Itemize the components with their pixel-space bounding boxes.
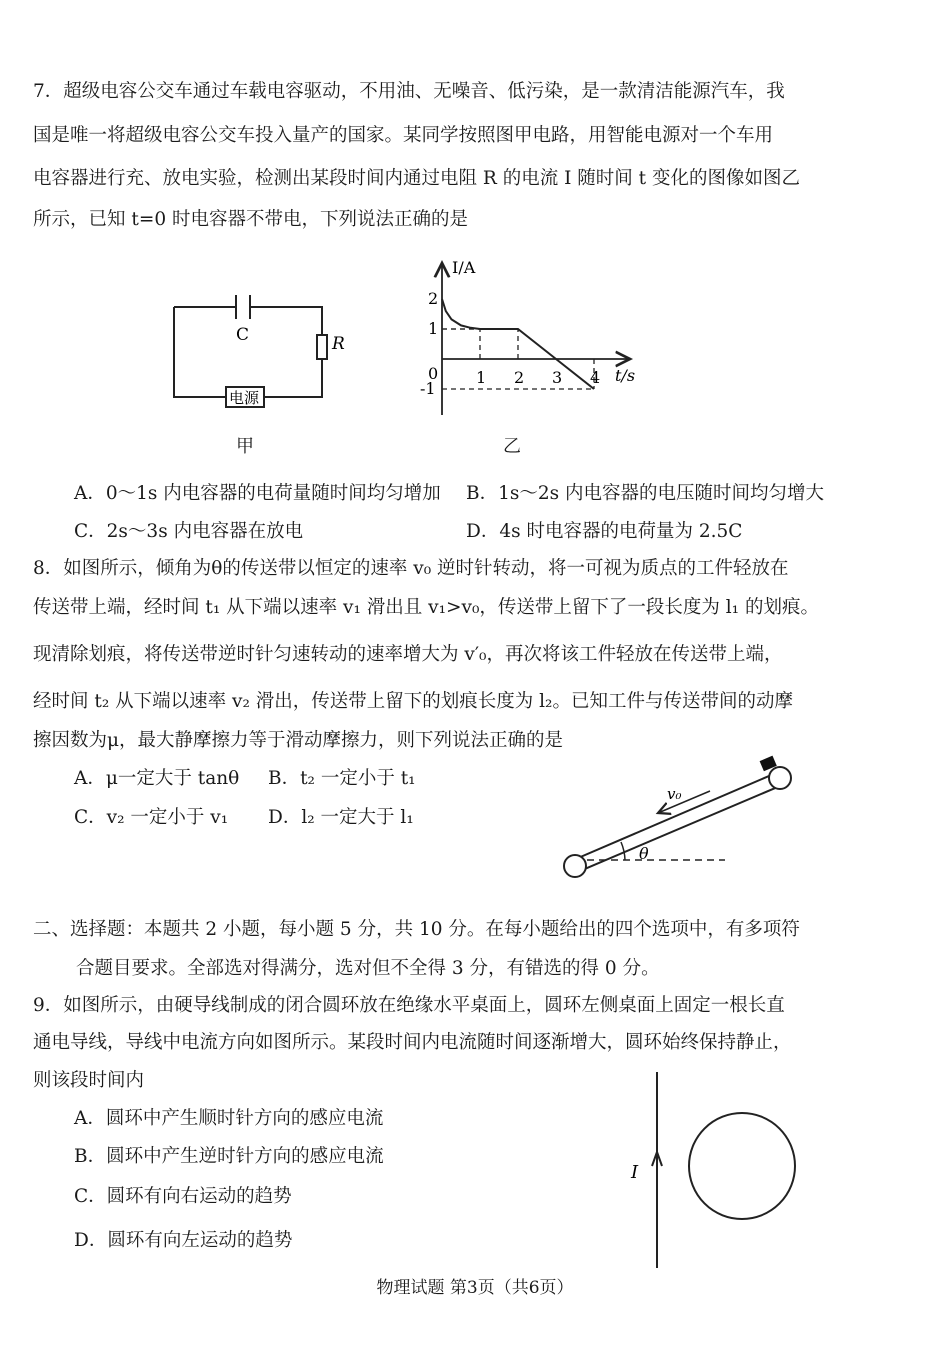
q7-line-1: 7．超级电容公交车通过车载电容驱动，不用油、无噪音、低污染，是一款清洁能源汽车，我 <box>33 81 785 102</box>
belt-direction-arrow <box>658 791 710 813</box>
angle-arc <box>621 842 625 860</box>
resistor-symbol <box>317 335 327 359</box>
section2-line-1: 二、选择题：本题共 2 小题，每小题 5 分，共 10 分。在每小题给出的四个选项中，有多项符 <box>33 919 800 940</box>
y-tick-label: 0 <box>428 364 439 383</box>
q8-line-2: 传送带上端，经时间 t₁ 从下端以速率 v₁ 滑出且 v₁>v₀，传送带上留下了一段长度为 l₁ 的划痕。 <box>33 597 819 618</box>
y-tick-label: 2 <box>428 289 439 308</box>
q7-option-d: D．4s 时电容器的电荷量为 2.5C <box>466 521 743 542</box>
current-label: I <box>631 1162 639 1183</box>
q7-option-c: C．2s～3s 内电容器在放电 <box>74 521 304 542</box>
q7-line-2: 国是唯一将超级电容公交车投入量产的国家。某同学按照图甲电路，用智能电源对一个车用 <box>33 125 774 146</box>
y-tick-label: -1 <box>420 379 436 398</box>
q8-option-d: D．l₂ 一定大于 l₁ <box>268 807 414 828</box>
page-footer: 物理试题 第3页（共6页） <box>376 1278 574 1298</box>
wire-ring-diagram <box>625 1070 805 1270</box>
angle-label: θ <box>639 844 649 863</box>
q9-option-c: C．圆环有向右运动的趋势 <box>74 1186 292 1207</box>
source-label: 电源 <box>229 389 260 407</box>
x-tick-label: 2 <box>514 368 525 387</box>
q7-option-b: B．1s～2s 内电容器的电压随时间均匀增大 <box>466 483 825 504</box>
lower-pulley <box>564 855 586 877</box>
q9-option-d: D．圆环有向左运动的趋势 <box>74 1230 293 1251</box>
q8-line-3: 现清除划痕，将传送带逆时针匀速转动的速率增大为 v′₀，再次将该工件轻放在传送带上端， <box>33 644 783 665</box>
capacitor-label: C <box>236 325 250 345</box>
speed-label: v₀ <box>667 785 682 803</box>
fig-jia-caption: 甲 <box>236 436 254 457</box>
q8-line-5: 擦因数为μ，最大静摩擦力等于滑动摩擦力，则下列说法正确的是 <box>33 730 564 751</box>
q8-option-c: C．v₂ 一定小于 v₁ <box>74 807 229 828</box>
q9-line-2: 通电导线，导线中电流方向如图所示。某段时间内电流随时间逐渐增大，圆环始终保持静止， <box>33 1032 792 1053</box>
q8-line-4: 经时间 t₂ 从下端以速率 v₂ 滑出，传送带上留下的划痕长度为 l₂。已知工件与传送带间的动摩 <box>33 691 793 712</box>
q8-option-b: B．t₂ 一定小于 t₁ <box>268 768 416 789</box>
x-tick-label: 1 <box>476 368 487 387</box>
q7-option-a: A．0～1s 内电容器的电荷量随时间均匀增加 <box>74 483 441 504</box>
x-tick-label: 3 <box>552 368 563 387</box>
x-tick-label: 4 <box>590 368 601 387</box>
resistor-label: R <box>332 334 345 354</box>
q7-line-3: 电容器进行充、放电实验，检测出某段时间内通过电阻 R 的电流 I 随时间 t 变化的图像如图乙 <box>33 168 800 189</box>
q9-option-a: A．圆环中产生顺时针方向的感应电流 <box>74 1108 384 1129</box>
conducting-ring <box>689 1113 795 1219</box>
circuit-diagram <box>160 285 345 425</box>
upper-pulley <box>769 767 791 789</box>
q8-option-a: A．μ一定大于 tanθ <box>74 768 240 789</box>
q7-line-4: 所示，已知 t=0 时电容器不带电，下列说法正确的是 <box>33 209 468 230</box>
q8-line-1: 8．如图所示，倾角为θ的传送带以恒定的速率 v₀ 逆时针转动，将一可视为质点的工件轻放在 <box>33 558 789 579</box>
section2-line-2: 合题目要求。全部选对得满分，选对但不全得 3 分，有错选的得 0 分。 <box>76 958 660 979</box>
x-axis-label: t/s <box>615 366 636 385</box>
q9-line-3: 则该段时间内 <box>33 1070 145 1091</box>
y-axis-label: I/A <box>452 258 476 277</box>
q9-line-1: 9．如图所示，由硬导线制成的闭合圆环放在绝缘水平桌面上，圆环左侧桌面上固定一根长直 <box>33 995 785 1016</box>
current-time-graph <box>412 255 652 425</box>
conveyor-belt-diagram <box>555 755 745 890</box>
fig-yi-caption: 乙 <box>503 436 521 457</box>
y-tick-label: 1 <box>428 319 439 338</box>
q9-option-b: B．圆环中产生逆时针方向的感应电流 <box>74 1146 384 1167</box>
